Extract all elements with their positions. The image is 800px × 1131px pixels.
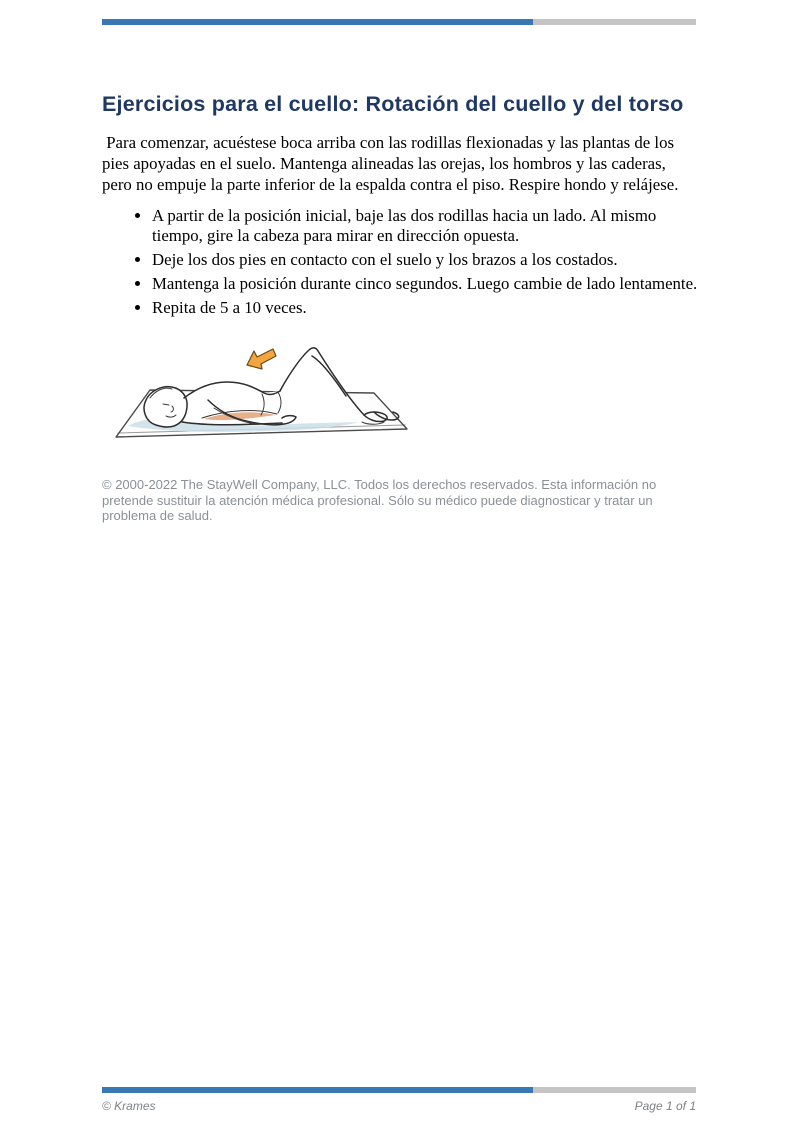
intro-paragraph: Para comenzar, acuéstese boca arriba con las rodillas flexionadas y las plantas de los pies apoyadas en el suelo. Mantenga alineadas las orejas, los hombros y las caderas, pero no empuje la parte inferior de la espalda contra el piso. Respire hondo y relájese. xyxy=(102,133,679,194)
page-number: Page 1 of 1 xyxy=(634,1099,696,1113)
list-item: • Mantenga la posición durante cinco segundos. Luego cambie de lado lentamente. xyxy=(152,274,699,294)
footer-brand: © Krames xyxy=(102,1099,156,1113)
person-figure xyxy=(144,348,399,427)
list-item: • A partir de la posición inicial, baje las dos rodillas hacia un lado. Al mismo tiempo, gire la cabeza para mirar en dirección opuesta. xyxy=(152,206,699,246)
direction-arrow-icon xyxy=(247,349,276,369)
list-item: • Repita de 5 a 10 veces. xyxy=(152,298,699,318)
instructions-list xyxy=(102,206,699,318)
copyright-text: © 2000-2022 The StayWell Company, LLC. Todos los derechos reservados. Esta información no pretende sustituir la atención médica profesional. Sólo su médico puede diagnosticar y tratar un problema de salud. xyxy=(102,477,657,523)
document-body xyxy=(102,92,699,524)
page-footer xyxy=(102,1087,696,1113)
footer-bar-gray-segment xyxy=(533,1087,696,1093)
footer-accent-bar xyxy=(102,1087,696,1093)
footer-text-row xyxy=(102,1099,696,1113)
top-bar-blue-segment xyxy=(102,19,533,25)
page-title: Ejercicios para el cuello: Rotación del cuello y del torso xyxy=(102,92,684,116)
exercise-illustration xyxy=(112,338,442,451)
top-accent-bar xyxy=(102,19,696,25)
top-bar-gray-segment xyxy=(533,19,696,25)
exercise-illustration-drawing xyxy=(112,338,442,446)
list-item: • Deje los dos pies en contacto con el suelo y los brazos a los costados. xyxy=(152,250,699,270)
footer-bar-blue-segment xyxy=(102,1087,533,1093)
